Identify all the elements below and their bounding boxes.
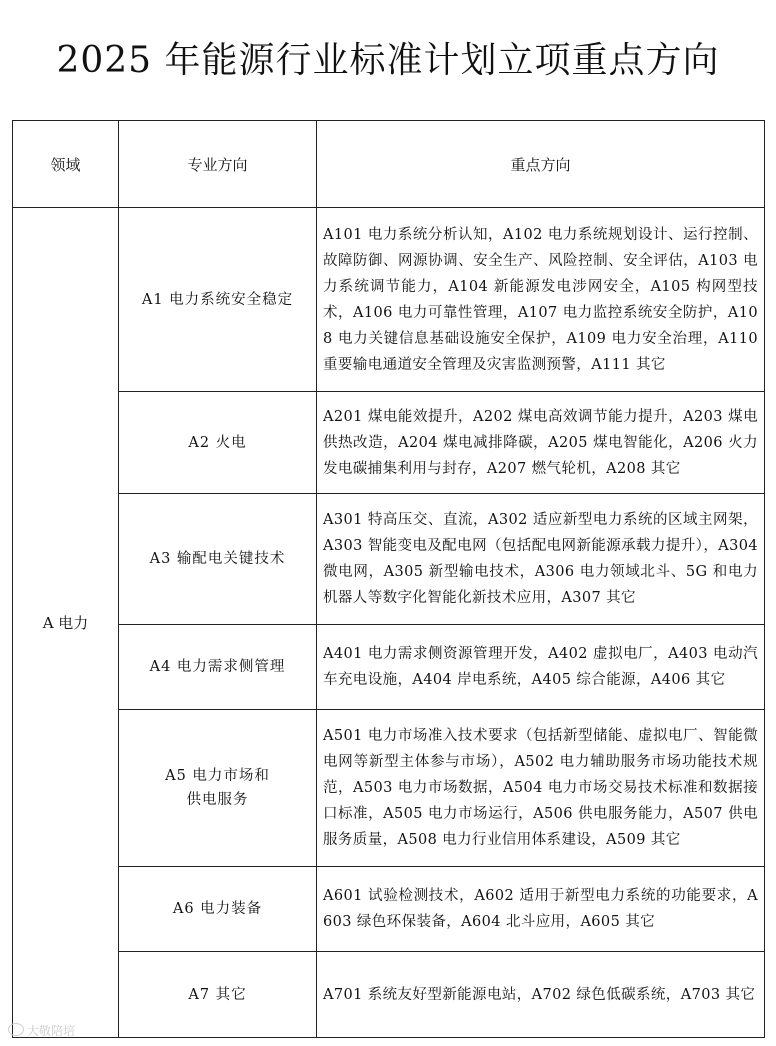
specialty-line-2: 供电服务 (186, 792, 249, 808)
focus-cell: A301 特高压交、直流，A302 适应新型电力系统的区域主网架，A303 智能变电及配电网（包括配电网新能源承载力提升），A304 微电网，A305 新型输电技术，A306 电力领域北斗、5G 和电力机器人等数字化智能化新技术应用，A307 其它 (317, 494, 765, 625)
focus-cell: A101 电力系统分析认知，A102 电力系统规划设计、运行控制、故障防御、网源协调、安全生产、风险控制、安全评估，A103 电力系统调节能力，A104 新能源发电涉网安全，A105 构网型技术，A106 电力可靠性管理，A107 电力监控系统安全防护，A108 电力关键信息基础设施安全保护，A109 电力安全治理，A110 重要输电通道安全管理及灾害监测预警，A111 其它 (317, 208, 765, 392)
table-row (13, 392, 765, 494)
table-row (13, 710, 765, 867)
focus-cell: A201 煤电能效提升，A202 煤电高效调节能力提升，A203 煤电供热改造，A204 煤电减排降碳，A205 煤电智能化，A206 火力发电碳捕集利用与封存，A207 燃气轮机，A208 其它 (317, 392, 765, 494)
header-domain: 领域 (13, 121, 119, 208)
page-title: 2025 年能源行业标准计划立项重点方向 (56, 40, 720, 82)
specialty-cell: A7 其它 (119, 952, 317, 1038)
table-header-row (13, 121, 765, 208)
header-specialty: 专业方向 (119, 121, 317, 208)
specialty-cell: A6 电力装备 (119, 867, 317, 952)
table-row (13, 625, 765, 710)
specialty-line-1: A5 电力市场和 (165, 768, 270, 784)
focus-cell: A401 电力需求侧资源管理开发，A402 虚拟电厂，A403 电动汽车充电设施，A404 岸电系统，A405 综合能源，A406 其它 (317, 625, 765, 710)
specialty-cell (119, 710, 317, 867)
specialty-cell: A1 电力系统安全稳定 (119, 208, 317, 392)
specialty-cell: A4 电力需求侧管理 (119, 625, 317, 710)
standards-table (12, 120, 765, 1038)
table-row (13, 494, 765, 625)
domain-cell: A 电力 (13, 208, 119, 1038)
watermark-icon (8, 1023, 24, 1036)
specialty-cell: A3 输配电关键技术 (119, 494, 317, 625)
table-row (13, 952, 765, 1038)
table-row (13, 867, 765, 952)
focus-cell: A601 试验检测技术，A602 适用于新型电力系统的功能要求，A603 绿色环保装备，A604 北斗应用，A605 其它 (317, 867, 765, 952)
watermark-text: 大敬陪培 (27, 1024, 76, 1038)
specialty-cell: A2 火电 (119, 392, 317, 494)
focus-cell: A501 电力市场准入技术要求（包括新型储能、虚拟电厂、智能微电网等新型主体参与市场），A502 电力辅助服务市场功能技术规范，A503 电力市场数据，A504 电力市场交易技术标准和数据接口标准，A505 电力市场运行，A506 供电服务能力，A507 供电服务质量，A508 电力行业信用体系建设，A509 其它 (317, 710, 765, 867)
header-focus: 重点方向 (317, 121, 765, 208)
focus-cell: A701 系统友好型新能源电站，A702 绿色低碳系统，A703 其它 (317, 952, 765, 1038)
watermark (8, 1022, 75, 1039)
table-row (13, 208, 765, 392)
